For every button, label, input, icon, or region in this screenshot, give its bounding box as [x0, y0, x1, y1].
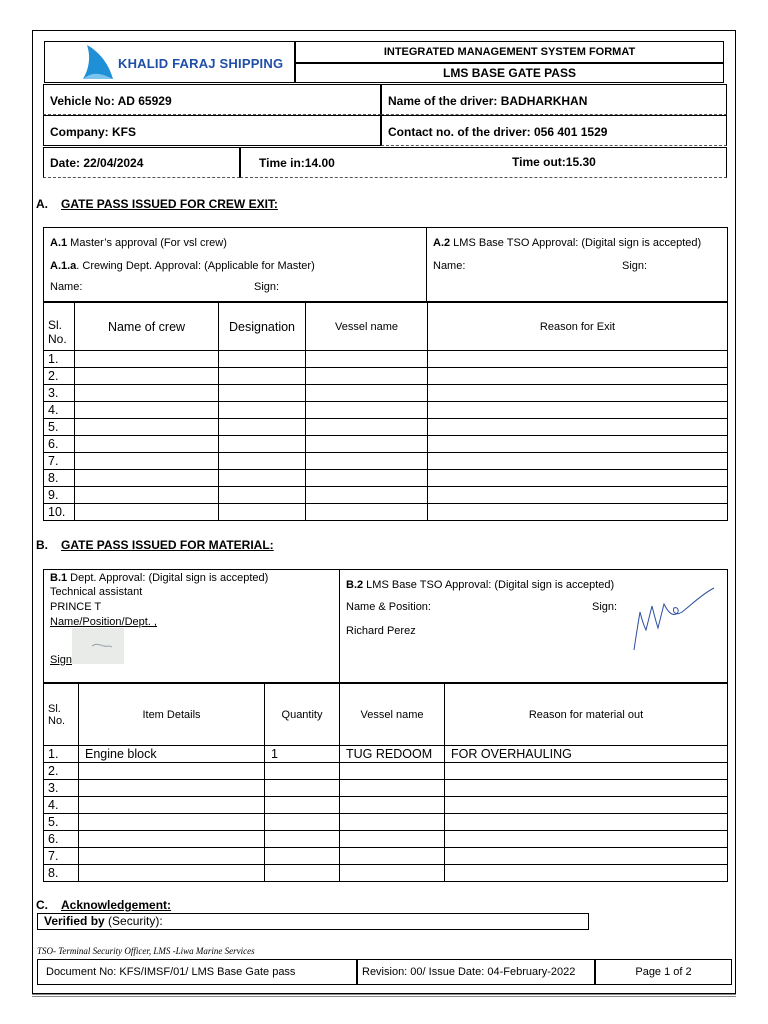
approval-divider: [426, 228, 427, 302]
b2-line: [346, 579, 614, 591]
material-reason-cell: [445, 797, 728, 814]
material-table-row: [44, 865, 728, 882]
crew-cell: [219, 419, 306, 436]
crew-cell: [219, 436, 306, 453]
a2-name-label: Name:: [433, 260, 466, 272]
crew-cell: [306, 385, 428, 402]
material-vessel-cell: TUG REDOOM: [340, 746, 445, 763]
material-quantity-cell: 1: [265, 746, 340, 763]
crew-cell: [306, 419, 428, 436]
material-col-sl: Sl. No.: [44, 684, 79, 746]
section-a-letter: A.: [36, 197, 48, 211]
material-table: [43, 683, 728, 882]
material-vessel-cell: [340, 814, 445, 831]
material-quantity-cell: [265, 797, 340, 814]
material-item-cell: Engine block: [79, 746, 265, 763]
b1-signature-image: [72, 628, 124, 664]
a2-code: A.2: [433, 237, 451, 249]
b1-signature-icon: [72, 628, 124, 664]
b1-code: B.1: [50, 572, 68, 584]
material-vessel-cell: [340, 780, 445, 797]
crew-table-row: [44, 419, 728, 436]
material-item-cell: [79, 780, 265, 797]
b1-name-position-label: Name/Position/Dept. ,: [50, 616, 157, 628]
crew-cell: [428, 402, 728, 419]
material-table-row: [44, 746, 728, 763]
material-row-number: 2.: [44, 763, 79, 780]
company-logo-text: KHALID FARAJ SHIPPING: [118, 56, 284, 71]
material-item-cell: [79, 848, 265, 865]
material-vessel-cell: [340, 763, 445, 780]
form-title: LMS BASE GATE PASS: [295, 63, 724, 83]
crew-cell: [306, 351, 428, 368]
a1a-text: . Crewing Dept. Approval: (Applicable for Master): [76, 260, 315, 272]
crew-cell: [219, 385, 306, 402]
a1-sign-label: Sign:: [254, 281, 280, 293]
crew-cell: [219, 351, 306, 368]
crew-cell: [428, 487, 728, 504]
crew-cell: [219, 487, 306, 504]
date-field: Date: 22/04/2024: [43, 147, 240, 178]
page-number: Page 1 of 2: [595, 959, 732, 985]
material-vessel-cell: [340, 831, 445, 848]
crew-cell: [75, 402, 219, 419]
b1-name: PRINCE T: [50, 601, 102, 613]
crew-cell: [428, 504, 728, 521]
b2-code: B.2: [346, 579, 364, 591]
crew-cell: [428, 419, 728, 436]
material-table-row: [44, 831, 728, 848]
crew-cell: [428, 436, 728, 453]
a1-name-label: Name:: [50, 281, 83, 293]
driver-contact-field: Contact no. of the driver: 056 401 1529: [381, 115, 727, 146]
crew-cell: [75, 504, 219, 521]
crew-cell: [219, 368, 306, 385]
material-row-number: 6.: [44, 831, 79, 848]
material-quantity-cell: [265, 831, 340, 848]
material-item-cell: [79, 831, 265, 848]
material-item-cell: [79, 814, 265, 831]
material-reason-cell: [445, 865, 728, 882]
crew-cell: [306, 504, 428, 521]
b1-sign-label: Sign: [50, 654, 73, 666]
crew-cell: [219, 504, 306, 521]
crew-table-row: [44, 368, 728, 385]
crew-cell: [219, 453, 306, 470]
crew-cell: [428, 453, 728, 470]
crew-cell: [75, 351, 219, 368]
crew-table-row: [44, 402, 728, 419]
material-reason-cell: [445, 831, 728, 848]
crew-table-row: [44, 453, 728, 470]
crew-table-row: [44, 504, 728, 521]
crew-cell: [75, 453, 219, 470]
company-logo-icon: [79, 43, 117, 81]
crew-col-vessel: Vessel name: [306, 303, 428, 351]
crew-row-number: 8.: [44, 470, 75, 487]
logo-box: [44, 41, 295, 83]
section-b-title: GATE PASS ISSUED FOR MATERIAL:: [61, 538, 274, 552]
crew-col-sl: Sl. No.: [44, 303, 75, 351]
material-quantity-cell: [265, 763, 340, 780]
material-reason-cell: [445, 763, 728, 780]
verified-by-label: Verified by: [44, 914, 105, 928]
crew-cell: [306, 402, 428, 419]
section-c-letter: C.: [36, 898, 48, 912]
crew-table-header: [44, 303, 728, 351]
material-quantity-cell: [265, 780, 340, 797]
crew-cell: [306, 487, 428, 504]
crew-cell: [428, 470, 728, 487]
b2-sign-label: Sign:: [592, 601, 618, 613]
page-bottom-rule: [32, 994, 736, 997]
crew-cell: [219, 402, 306, 419]
material-row-number: 5.: [44, 814, 79, 831]
b2-name-position-label: Name & Position:: [346, 601, 431, 613]
b1-line: [50, 572, 268, 584]
material-table-row: [44, 814, 728, 831]
b1-position: Technical assistant: [50, 586, 143, 598]
crew-cell: [306, 436, 428, 453]
crew-col-name: Name of crew: [75, 303, 219, 351]
verified-by-field: [37, 913, 589, 930]
document-number: Document No: KFS/IMSF/01/ LMS Base Gate pass: [37, 959, 357, 985]
crew-row-number: 4.: [44, 402, 75, 419]
material-table-header: [44, 684, 728, 746]
crew-cell: [75, 487, 219, 504]
footnote: TSO- Terminal Security Officer, LMS -Liwa Marine Services: [37, 946, 255, 956]
crew-table-row: [44, 351, 728, 368]
material-quantity-cell: [265, 865, 340, 882]
material-quantity-cell: [265, 848, 340, 865]
material-item-cell: [79, 865, 265, 882]
material-vessel-cell: [340, 865, 445, 882]
crew-row-number: 9.: [44, 487, 75, 504]
crew-table: [43, 302, 728, 521]
material-item-cell: [79, 797, 265, 814]
crew-row-number: 7.: [44, 453, 75, 470]
material-table-row: [44, 848, 728, 865]
b2-text: LMS Base TSO Approval: (Digital sign is accepted): [363, 579, 615, 591]
material-col-vessel: Vessel name: [340, 684, 445, 746]
crew-row-number: 1.: [44, 351, 75, 368]
material-row-number: 7.: [44, 848, 79, 865]
vehicle-field: Vehicle No: AD 65929: [43, 84, 381, 115]
crew-col-designation: Designation: [219, 303, 306, 351]
company-field: Company: KFS: [43, 115, 381, 146]
b2-signature-icon: [624, 586, 719, 654]
material-reason-cell: [445, 848, 728, 865]
crew-row-number: 6.: [44, 436, 75, 453]
crew-col-reason: Reason for Exit: [428, 303, 728, 351]
crew-cell: [75, 436, 219, 453]
section-c-title: Acknowledgement:: [61, 898, 172, 912]
crew-table-row: [44, 487, 728, 504]
b-approval-divider: [339, 570, 340, 683]
material-item-cell: [79, 763, 265, 780]
material-col-item: Item Details: [79, 684, 265, 746]
b2-name: Richard Perez: [346, 625, 416, 637]
a1a-code: A.1.a: [50, 260, 77, 272]
a1-code: A.1: [50, 237, 68, 249]
material-table-row: [44, 763, 728, 780]
crew-cell: [306, 368, 428, 385]
time-in-field: Time in:14.00: [240, 147, 727, 178]
crew-cell: [428, 351, 728, 368]
a2-line: [433, 237, 701, 249]
material-col-quantity: Quantity: [265, 684, 340, 746]
time-out-field: Time out:15.30: [512, 155, 596, 169]
crew-cell: [306, 453, 428, 470]
a1-text: Master’s approval (For vsl crew): [67, 237, 227, 249]
crew-row-number: 2.: [44, 368, 75, 385]
crew-cell: [75, 385, 219, 402]
material-reason-cell: [445, 780, 728, 797]
section-a-approval-box: [43, 227, 728, 302]
material-table-row: [44, 780, 728, 797]
crew-row-number: 5.: [44, 419, 75, 436]
material-reason-cell: FOR OVERHAULING: [445, 746, 728, 763]
section-b-letter: B.: [36, 538, 48, 552]
material-row-number: 8.: [44, 865, 79, 882]
crew-row-number: 10.: [44, 504, 75, 521]
material-vessel-cell: [340, 848, 445, 865]
crew-cell: [75, 419, 219, 436]
material-table-row: [44, 797, 728, 814]
a1-line: [50, 237, 227, 249]
material-quantity-cell: [265, 814, 340, 831]
material-row-number: 3.: [44, 780, 79, 797]
b1-text: Dept. Approval: (Digital sign is accepted): [67, 572, 269, 584]
material-col-reason: Reason for material out: [445, 684, 728, 746]
material-row-number: 1.: [44, 746, 79, 763]
a1a-line: [50, 260, 315, 272]
a2-text: LMS Base TSO Approval: (Digital sign is accepted): [450, 237, 702, 249]
crew-table-row: [44, 470, 728, 487]
material-row-number: 4.: [44, 797, 79, 814]
crew-cell: [75, 368, 219, 385]
driver-name-field: Name of the driver: BADHARKHAN: [381, 84, 727, 115]
material-reason-cell: [445, 814, 728, 831]
section-b-approval-box: [43, 569, 728, 683]
section-a-title: GATE PASS ISSUED FOR CREW EXIT:: [61, 197, 278, 211]
crew-table-row: [44, 385, 728, 402]
material-vessel-cell: [340, 797, 445, 814]
verified-by-suffix: (Security):: [104, 914, 163, 928]
crew-cell: [219, 470, 306, 487]
crew-table-row: [44, 436, 728, 453]
crew-cell: [306, 470, 428, 487]
a2-sign-label: Sign:: [622, 260, 648, 272]
crew-cell: [428, 368, 728, 385]
crew-cell: [75, 470, 219, 487]
crew-row-number: 3.: [44, 385, 75, 402]
system-format-title: INTEGRATED MANAGEMENT SYSTEM FORMAT: [295, 41, 724, 63]
crew-cell: [428, 385, 728, 402]
revision-info: Revision: 00/ Issue Date: 04-February-2022: [357, 959, 595, 985]
